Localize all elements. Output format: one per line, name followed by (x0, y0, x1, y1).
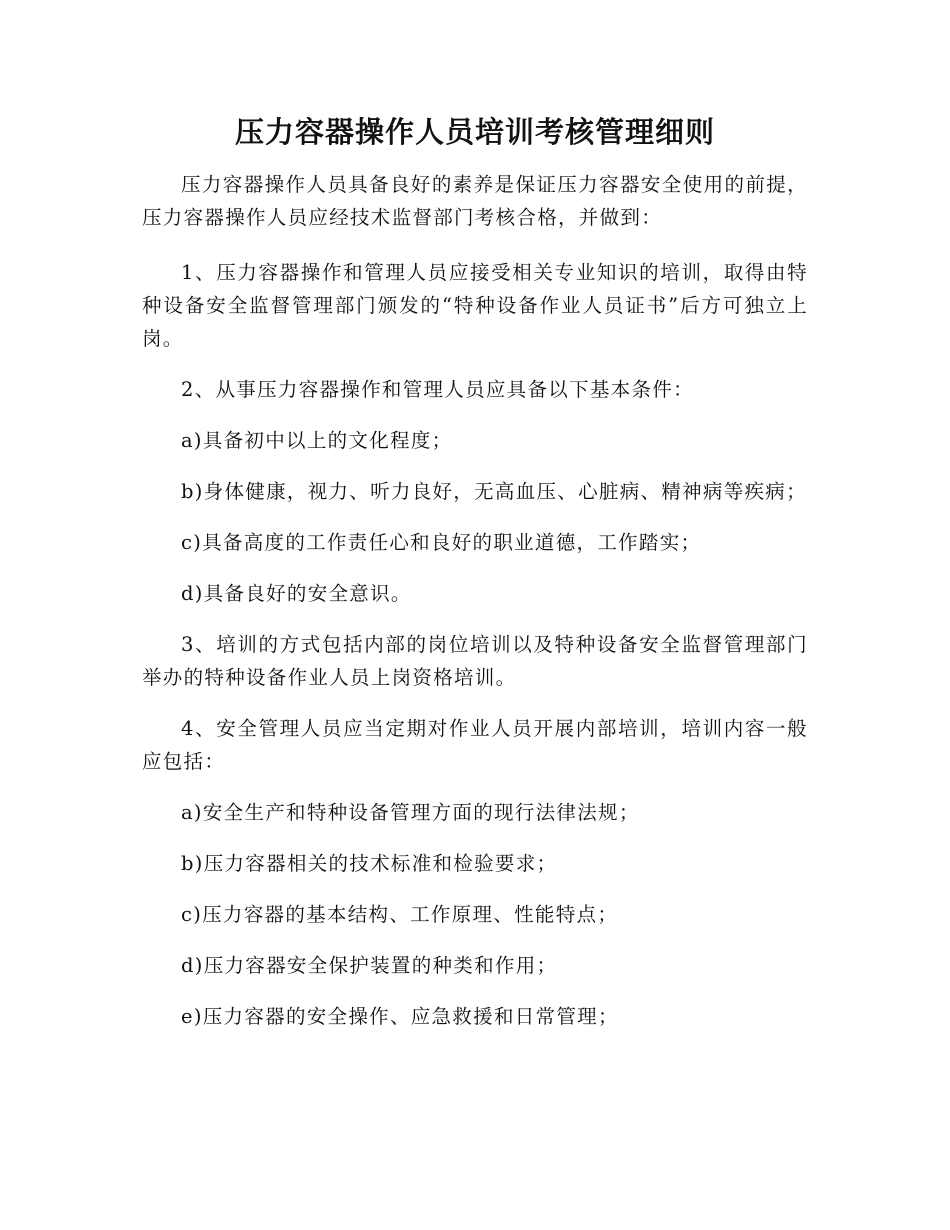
paragraph-item-4c: c)压力容器的基本结构、工作原理、性能特点； (181, 903, 619, 926)
document-body (142, 168, 808, 1051)
paragraph-item-4a: a)安全生产和特种设备管理方面的现行法律法规； (181, 801, 640, 824)
paragraph-item-2b: b)身体健康，视力、听力良好，无高血压、心脏病、精神病等疾病； (181, 480, 807, 503)
paragraph-item-4e: e)压力容器的安全操作、应急救援和日常管理； (181, 1005, 619, 1028)
paragraph-item-2: 2、从事压力容器操作和管理人员应具备以下基本条件： (181, 378, 694, 401)
document-title: 压力容器操作人员培训考核管理细则 (234, 115, 715, 149)
paragraph-item-4: 4、安全管理人员应当定期对作业人员开展内部培训，培训内容一般应包括： (142, 717, 808, 773)
paragraph-item-4d: d)压力容器安全保护装置的种类和作用； (181, 954, 558, 977)
paragraph-item-3: 3、培训的方式包括内部的岗位培训以及特种设备安全监督管理部门举办的特种设备作业人员上岗资格培训。 (142, 633, 808, 689)
paragraph-item-2d: d)具备良好的安全意识。 (181, 582, 412, 605)
paragraph-item-4b: b)压力容器相关的技术标准和检验要求； (181, 852, 558, 875)
paragraph-item-2a: a)具备初中以上的文化程度； (181, 429, 453, 452)
paragraph-intro: 压力容器操作人员具备良好的素养是保证压力容器安全使用的前提，压力容器操作人员应经技术监督部门考核合格，并做到： (142, 173, 808, 229)
paragraph-item-2c: c)具备高度的工作责任心和良好的职业道德，工作踏实； (181, 531, 702, 554)
paragraph-item-1: 1、压力容器操作和管理人员应接受相关专业知识的培训，取得由特种设备安全监督管理部门颁发的“特种设备作业人员证书”后方可独立上岗。 (142, 261, 808, 350)
